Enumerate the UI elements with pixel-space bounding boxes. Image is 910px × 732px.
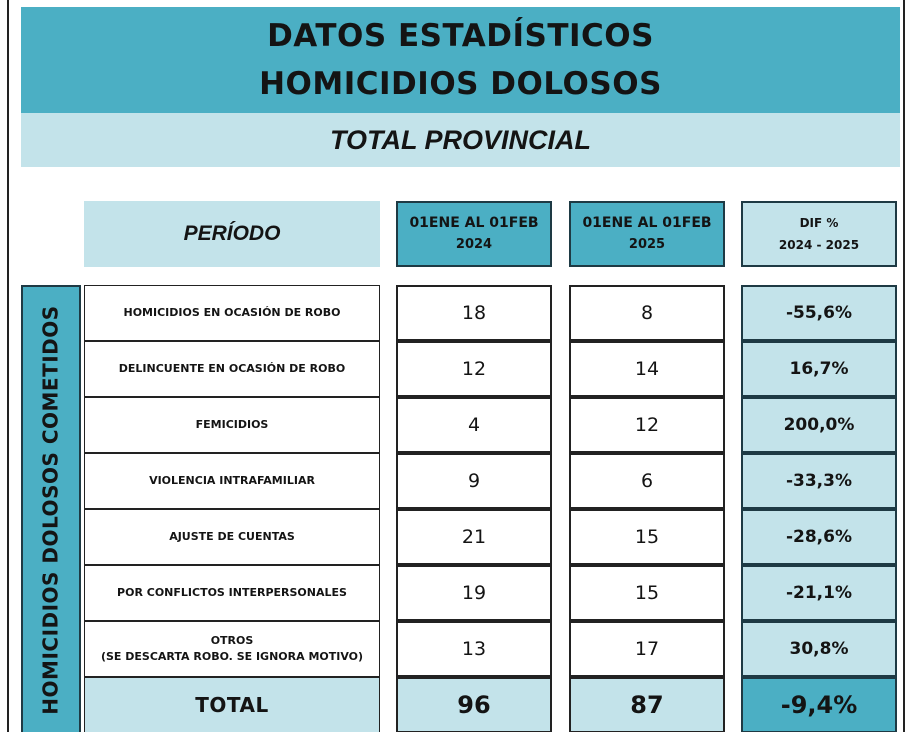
value-2024 — [396, 341, 552, 397]
value-2025 — [569, 285, 725, 341]
row-label — [84, 397, 380, 453]
total-label-text: TOTAL — [195, 693, 269, 717]
periodo-header — [84, 201, 380, 267]
row-label — [84, 509, 380, 565]
dif-value-text: 30,8% — [789, 639, 849, 659]
dif-value — [741, 285, 897, 341]
value-2025-text: 6 — [640, 470, 654, 492]
value-2025-text: 17 — [634, 638, 660, 660]
row-label-text: AJUSTE DE CUENTAS — [169, 530, 295, 543]
table-row — [0, 453, 910, 509]
row-label-text: OTROS — [210, 634, 254, 647]
value-2024-text: 9 — [467, 470, 481, 492]
column-header-2024-range: 01ENE AL 01FEB — [409, 215, 539, 231]
dif-value-text: -21,1% — [785, 583, 853, 603]
total-2024 — [396, 677, 552, 732]
column-header-2024-year: 2024 — [455, 237, 493, 252]
value-2024 — [396, 285, 552, 341]
dif-value — [741, 565, 897, 621]
row-label — [84, 341, 380, 397]
value-2025 — [569, 397, 725, 453]
value-2025 — [569, 621, 725, 677]
page-subtitle: HOMICIDIOS DOLOSOS — [259, 66, 662, 102]
periodo-label: PERÍODO — [183, 222, 281, 245]
row-label-text: POR CONFLICTOS INTERPERSONALES — [117, 586, 347, 599]
column-header-2025-range: 01ENE AL 01FEB — [582, 215, 712, 231]
value-2025 — [569, 341, 725, 397]
value-2024 — [396, 565, 552, 621]
row-label — [84, 285, 380, 341]
row-label — [84, 453, 380, 509]
row-label-note: (SE DESCARTA ROBO. SE IGNORA MOTIVO) — [100, 650, 364, 663]
value-2024-text: 18 — [461, 302, 487, 324]
dif-value — [741, 341, 897, 397]
value-2025-text: 15 — [634, 582, 660, 604]
table-row — [0, 397, 910, 453]
column-header-2025-year: 2025 — [628, 237, 666, 252]
value-2025-text: 14 — [634, 358, 660, 380]
row-label-text: VIOLENCIA INTRAFAMILIAR — [149, 474, 315, 487]
table-row — [0, 341, 910, 397]
column-header-dif — [741, 201, 897, 267]
side-category-label: HOMICIDIOS DOLOSOS COMETIDOS — [39, 304, 63, 715]
total-2025-text: 87 — [630, 691, 664, 719]
value-2025 — [569, 509, 725, 565]
table-row — [0, 285, 910, 341]
dif-value-text: -28,6% — [785, 527, 853, 547]
value-2024-text: 13 — [461, 638, 487, 660]
value-2025 — [569, 565, 725, 621]
dif-value — [741, 453, 897, 509]
dif-value-text: -55,6% — [785, 303, 853, 323]
value-2025-text: 8 — [640, 302, 654, 324]
total-row — [0, 677, 910, 732]
column-header-dif-years: 2024 - 2025 — [778, 238, 860, 252]
dif-value — [741, 509, 897, 565]
value-2024-text: 19 — [461, 582, 487, 604]
value-2024-text: 12 — [461, 358, 487, 380]
scope-label: TOTAL PROVINCIAL — [329, 124, 591, 155]
dif-value-text: 16,7% — [789, 359, 849, 379]
dif-value-text: -33,3% — [785, 471, 853, 491]
title-banner — [21, 7, 900, 113]
table-row — [0, 621, 910, 677]
value-2025-text: 12 — [634, 414, 660, 436]
column-header-2025 — [569, 201, 725, 267]
row-label-text: FEMICIDIOS — [195, 418, 269, 431]
value-2024-text: 21 — [461, 526, 487, 548]
table-row — [0, 509, 910, 565]
column-header-2024 — [396, 201, 552, 267]
value-2024 — [396, 621, 552, 677]
row-label-text: DELINCUENTE EN OCASIÓN DE ROBO — [118, 362, 346, 375]
dif-value — [741, 397, 897, 453]
scope-banner — [21, 113, 900, 167]
dif-value — [741, 621, 897, 677]
total-dif — [741, 677, 897, 732]
total-2024-text: 96 — [457, 691, 491, 719]
row-label-text: HOMICIDIOS EN OCASIÓN DE ROBO — [123, 306, 341, 319]
row-label — [84, 565, 380, 621]
value-2025 — [569, 453, 725, 509]
table-row — [0, 565, 910, 621]
total-dif-text: -9,4% — [780, 691, 858, 719]
total-label — [84, 677, 380, 732]
column-header-dif-label: DIF % — [799, 216, 839, 230]
page-title: DATOS ESTADÍSTICOS — [267, 18, 654, 54]
value-2024-text: 4 — [467, 414, 481, 436]
value-2024 — [396, 397, 552, 453]
dif-value-text: 200,0% — [783, 415, 855, 435]
row-label — [84, 621, 380, 677]
total-2025 — [569, 677, 725, 732]
value-2025-text: 15 — [634, 526, 660, 548]
value-2024 — [396, 509, 552, 565]
value-2024 — [396, 453, 552, 509]
